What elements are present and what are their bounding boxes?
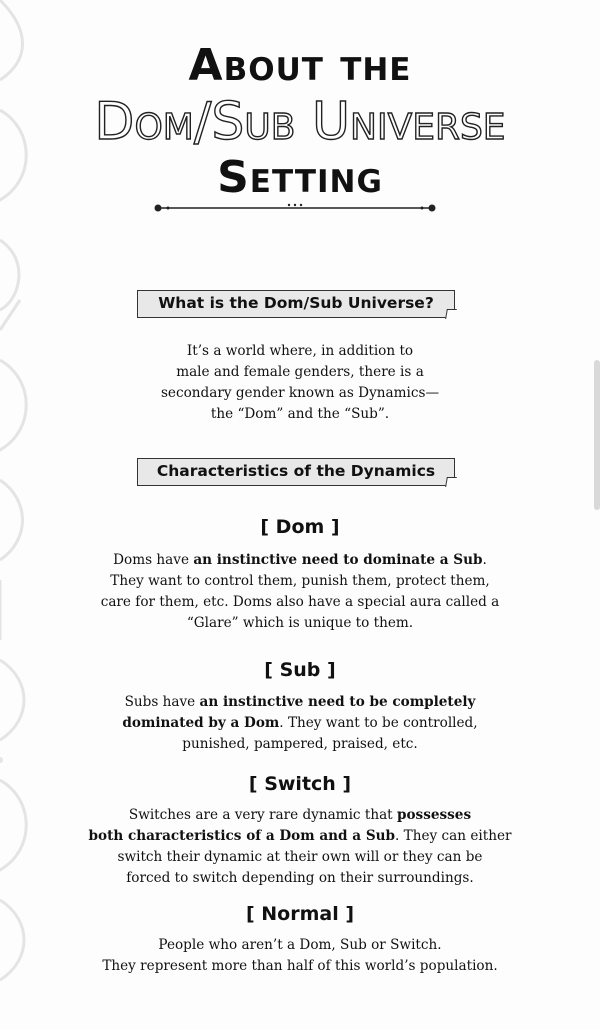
- folded-corner-decoration: [445, 309, 457, 319]
- section-heading-what-is: [137, 290, 455, 318]
- dom-line: They want to control them, punish them, protect them,: [110, 573, 490, 589]
- sub-paragraph: [60, 692, 540, 755]
- normal-line: They represent more than half of this world’s population.: [102, 958, 498, 974]
- dom-line: Doms have an instinctive need to dominate a Sub.: [113, 552, 487, 568]
- title-line-1: About the: [188, 40, 412, 91]
- sub-line: Subs have an instinctive need to be completely: [124, 694, 476, 710]
- title-divider-ornament: [150, 200, 440, 216]
- scrollbar[interactable]: [594, 360, 600, 510]
- switch-line: forced to switch depending on their surroundings.: [126, 870, 474, 886]
- normal-line: People who aren’t a Dom, Sub or Switch.: [158, 937, 442, 953]
- intro-line: male and female genders, there is a: [176, 364, 424, 380]
- folded-corner-decoration: [445, 477, 457, 487]
- dom-heading: [ Dom ]: [260, 516, 340, 538]
- intro-line: It’s a world where, in addition to: [186, 343, 414, 359]
- normal-paragraph: [40, 935, 560, 977]
- switch-paragraph: [40, 805, 560, 889]
- title-line-2: Dom/Sub Universe: [94, 92, 506, 152]
- sub-heading: [ Sub ]: [264, 659, 336, 681]
- switch-heading: [ Switch ]: [248, 773, 352, 795]
- section-heading-text: What is the Dom/Sub Universe?: [158, 294, 434, 312]
- sub-line: dominated by a Dom. They want to be controlled,: [122, 715, 478, 731]
- switch-line: switch their dynamic at their own will or they can be: [117, 849, 483, 865]
- switch-line: both characteristics of a Dom and a Sub. They can either: [88, 828, 512, 844]
- intro-paragraph: [60, 341, 540, 425]
- intro-line: the “Dom” and the “Sub”.: [210, 406, 390, 422]
- dom-paragraph: [50, 550, 550, 634]
- normal-heading: [ Normal ]: [245, 903, 355, 925]
- intro-line: secondary gender known as Dynamics—: [160, 385, 440, 401]
- sub-line: punished, pampered, praised, etc.: [182, 736, 418, 752]
- switch-line: Switches are a very rare dynamic that possesses: [128, 807, 472, 823]
- title-line-3: Setting: [217, 152, 383, 203]
- dom-line: care for them, etc. Doms also have a special aura called a: [100, 594, 500, 610]
- section-heading-text: Characteristics of the Dynamics: [156, 462, 436, 480]
- section-heading-characteristics: [137, 458, 455, 486]
- dom-line: “Glare” which is unique to them.: [186, 615, 414, 631]
